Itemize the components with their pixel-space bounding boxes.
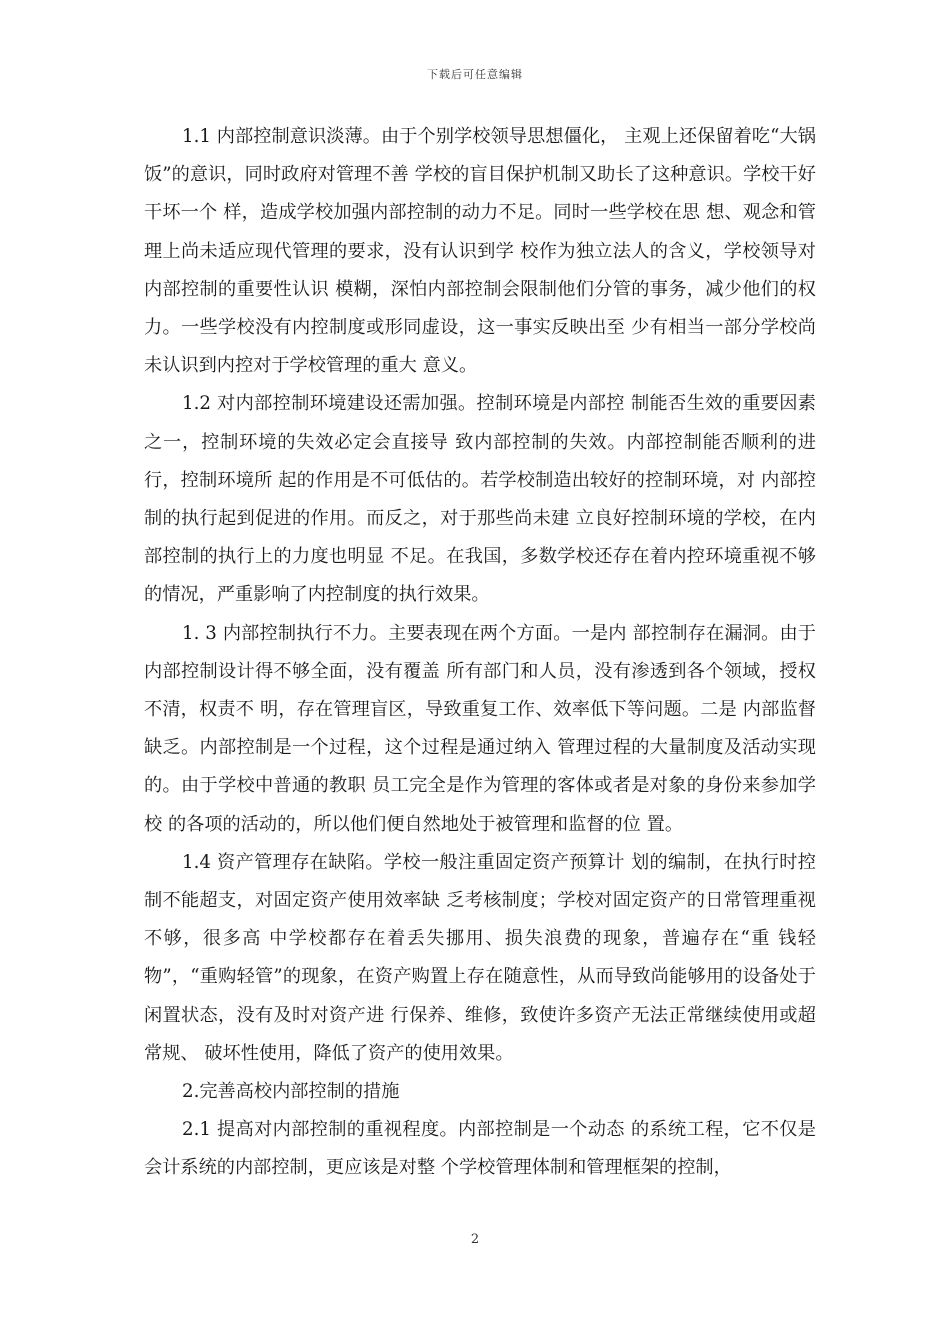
paragraph-1-4: 1.4 资产管理存在缺陷。学校一般注重固定资产预算计 划的编制，在执行时控制不能超支，对固定资产使用效率缺 乏考核制度；学校对固定资产的日常管理重视不够，很多高 中学校都存在着丢失挪用、损失浪费的现象，普遍存在“重 钱轻物”，“重购轻管”的现象，在资产购置上存在随意性，从而导致尚能够用的设备处于闲置状态，没有及时对资产进 行保养、维修，致使许多资产无法正常继续使用或超常规、 破坏性使用，降低了资产的使用效果。 — [144, 851, 816, 1064]
page-header: 下载后可任意编辑 — [427, 68, 523, 81]
page-number: 2 — [470, 1232, 480, 1247]
paragraph-1-3: 1. 3 内部控制执行不力。主要表现在两个方面。一是内 部控制存在漏洞。由于内部控制设计得不够全面，没有覆盖 所有部门和人员，没有渗透到各个领域，授权不清，权责不 明，存在管理盲区，导致重复工作、效率低下等问题。二是 内部监督缺乏。内部控制是一个过程，这个过程是通过纳入 管理过程的大量制度及活动实现的。由于学校中普通的教职 员工完全是作为管理的客体或者是对象的身份来参加学校 的各项的活动的，所以他们便自然地处于被管理和监督的位 置。 — [144, 622, 816, 835]
paragraph-1-1: 1.1 内部控制意识淡薄。由于个别学校领导思想僵化， 主观上还保留着吃“大锅饭”的意识，同时政府对管理不善 学校的盲目保护机制又助长了这种意识。学校干好干坏一个 样，造成学校加强内部控制的动力不足。同时一些学校在思 想、观念和管理上尚未适应现代管理的要求，没有认识到学 校作为独立法人的含义，学校领导对内部控制的重要性认识 模糊，深怕内部控制会限制他们分管的事务，减少他们的权 力。一些学校没有内控制度或形同虚设，这一事实反映出至 少有相当一部分学校尚未认识到内控对于学校管理的重大 意义。 — [144, 126, 816, 377]
paragraph-2-1: 2.1 提高对内部控制的重视程度。内部控制是一个动态 的系统工程，它不仅是会计系统的内部控制，更应该是对整 个学校管理体制和管理框架的控制， — [144, 1119, 816, 1179]
paragraph-1-2: 1.2 对内部控制环境建设还需加强。控制环境是内部控 制能否生效的重要因素之一，控制环境的失效必定会直接导 致内部控制的失效。内部控制能否顺利的进行，控制环境所 起的作用是不可低估的。若学校制造出较好的控制环境，对 内部控制的执行起到促进的作用。而反之，对于那些尚未建 立良好控制环境的学校，在内部控制的执行上的力度也明显 不足。在我国，多数学校还存在着内控环境重视不够的情况，严重影响了内控制度的执行效果。 — [144, 393, 816, 606]
section-heading-2: 2.完善高校内部控制的措施 — [182, 1081, 400, 1103]
document-body — [144, 118, 816, 1188]
